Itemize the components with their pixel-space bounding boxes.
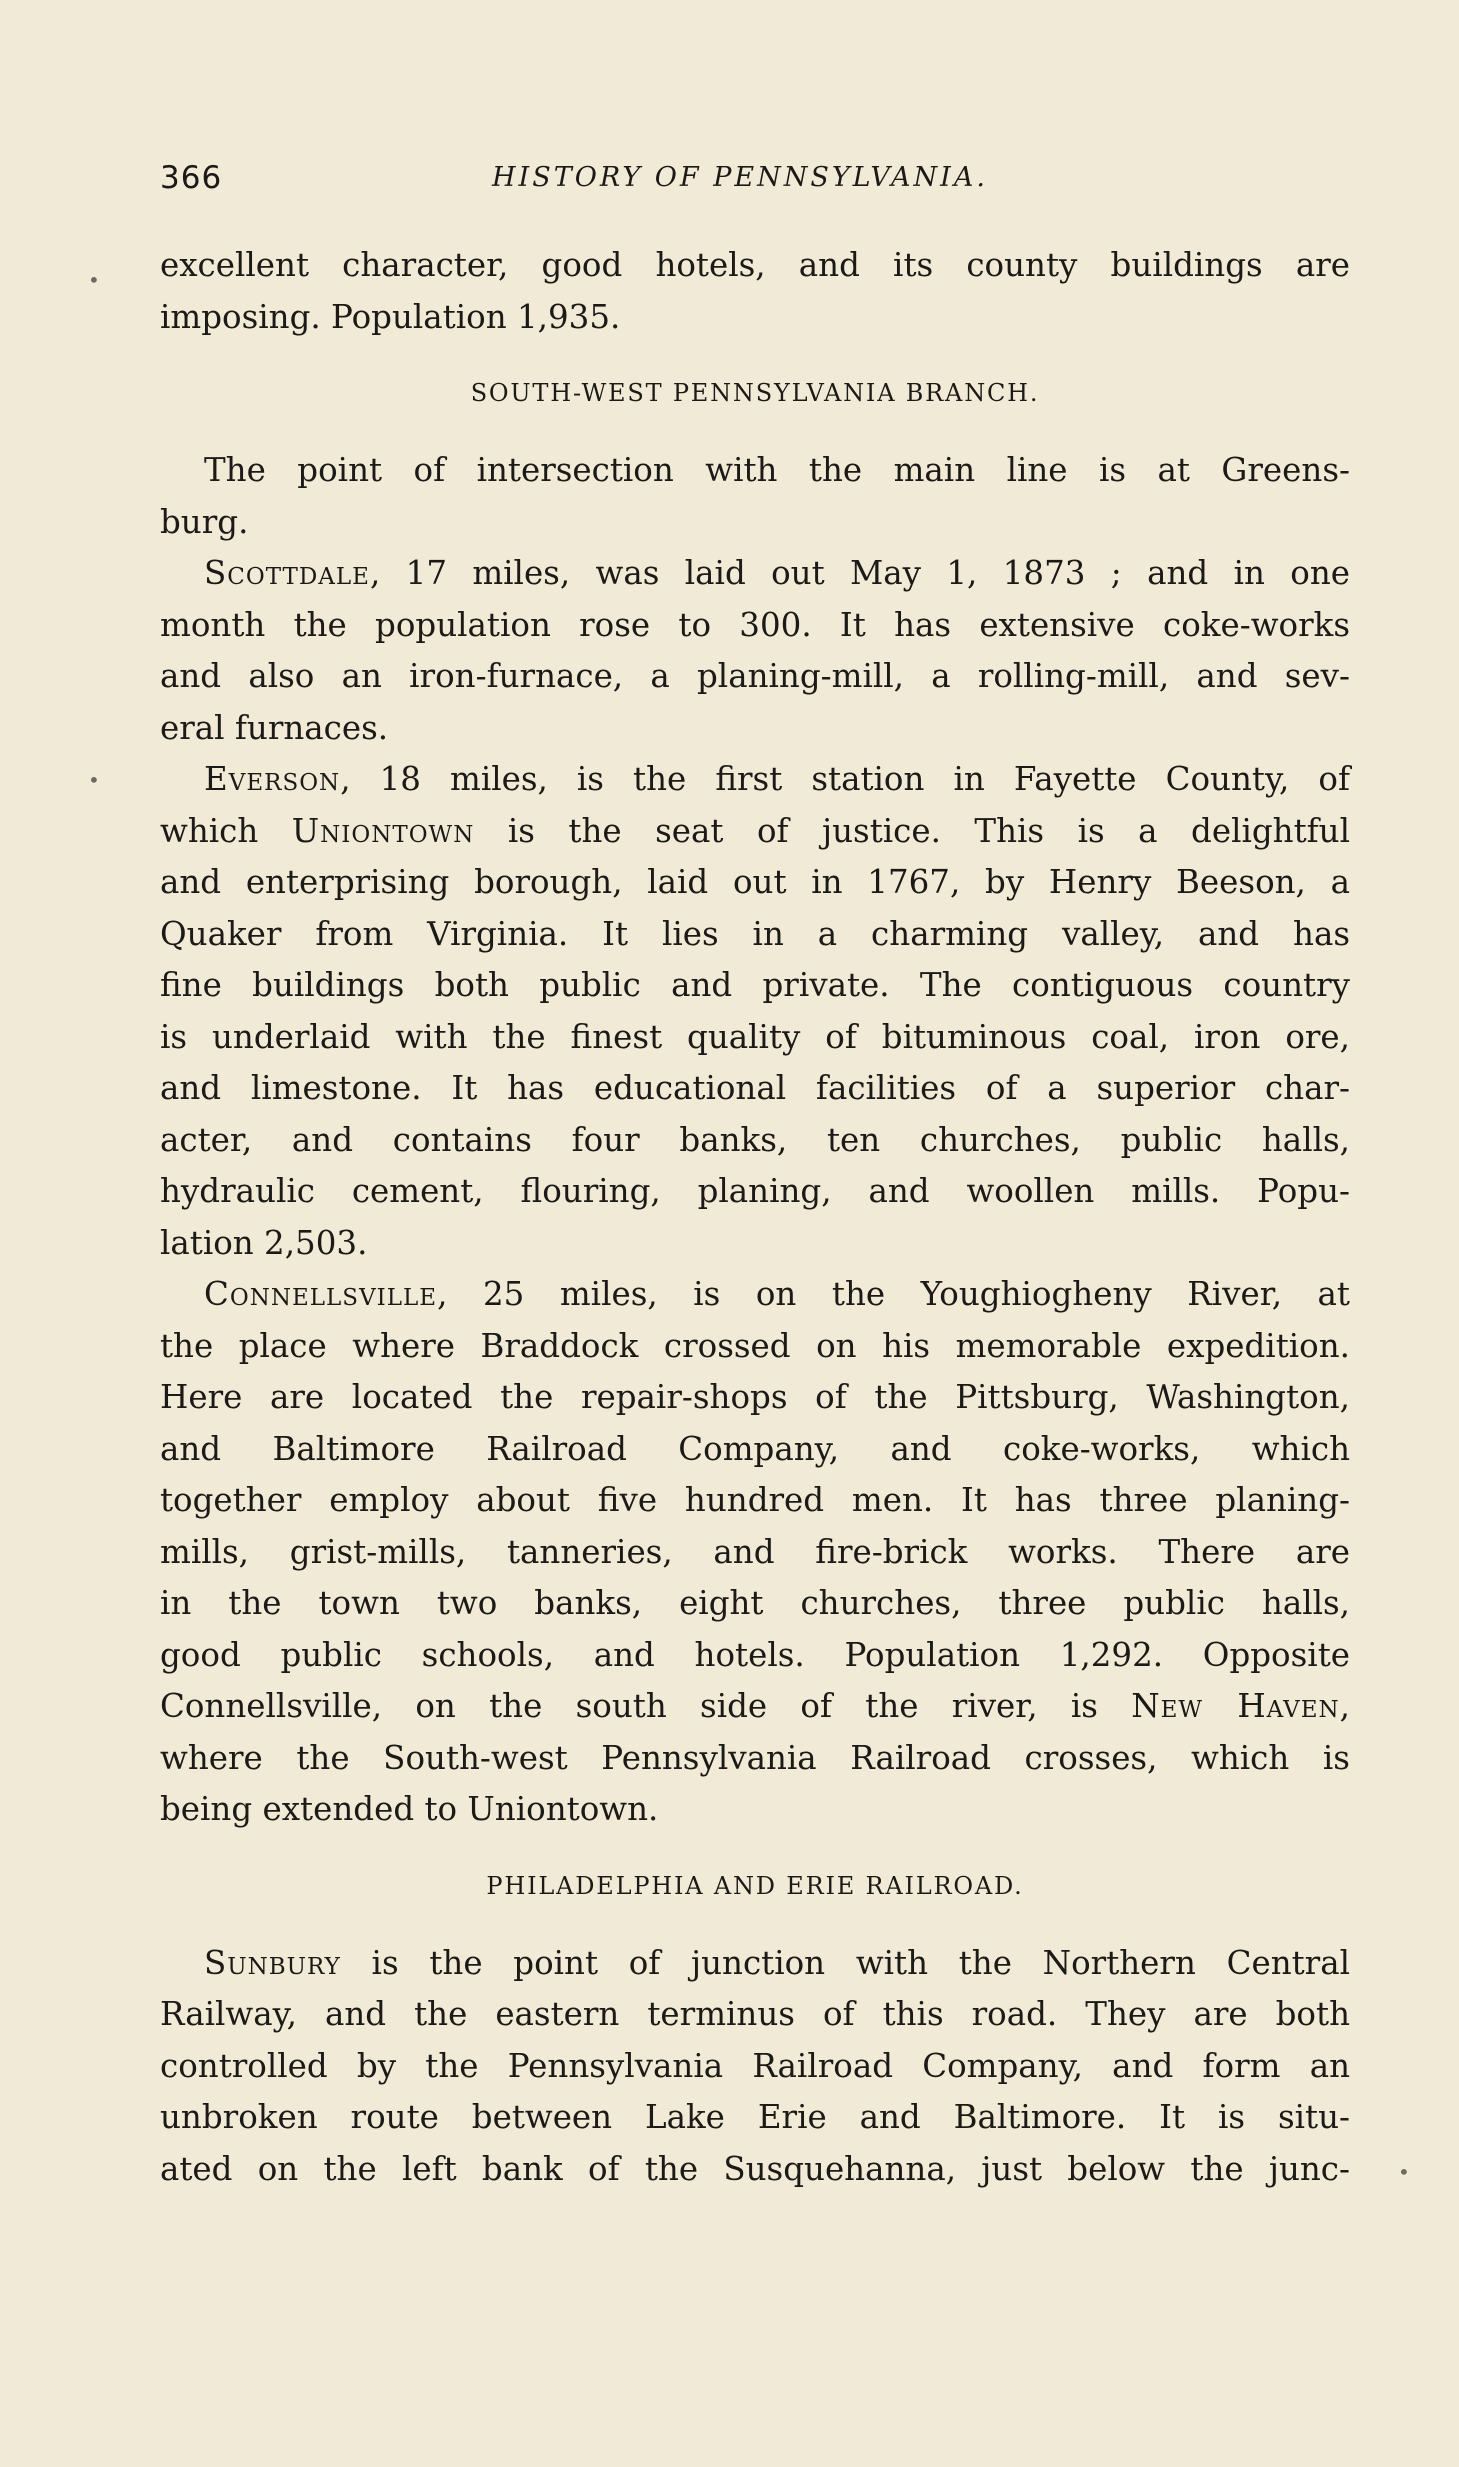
page-number: 366 <box>160 160 223 196</box>
text-line: unbroken route between Lake Erie and Baltimore. It is situ- <box>160 2098 1350 2136</box>
text-line: eral furnaces. <box>160 708 389 747</box>
text-line: and also an iron-furnace, a planing-mill, a rolling-mill, and sev- <box>160 657 1350 695</box>
page-header <box>160 160 1350 220</box>
text-run: , 25 miles, is on the Youghiogheny River, at <box>437 1275 1350 1313</box>
text-line: burg. <box>160 502 249 541</box>
place-name: Sunbury <box>204 1943 341 1982</box>
text-line: and enterprising borough, laid out in 1767, by Henry Beeson, a <box>160 863 1350 901</box>
text-run: , <box>1339 1687 1350 1725</box>
text-line: month the population rose to 300. It has extensive coke-works <box>160 605 1350 644</box>
text-line: mills, grist-mills, tanneries, and fire-brick works. There are <box>160 1532 1350 1571</box>
paragraph-everson <box>160 754 1350 806</box>
text-line: Railway, and the eastern terminus of this road. They are both <box>160 1995 1350 2033</box>
text-line: ated on the left bank of the Susquehanna, just below the junc- <box>160 2149 1350 2188</box>
place-name: New Haven <box>1131 1687 1340 1725</box>
text-line <box>160 806 1350 858</box>
paragraph-scottdale <box>160 548 1350 600</box>
text-line: The point of intersection with the main line is at Greens- <box>204 451 1350 489</box>
text-line: fine buildings both public and private. The contiguous country <box>160 966 1350 1004</box>
text-line: imposing. Population 1,935. <box>160 297 621 336</box>
paragraph-connellsville <box>160 1269 1350 1321</box>
place-name: Connellsville <box>204 1275 438 1313</box>
running-title: HISTORY OF PENNSYLVANIA. <box>492 162 988 193</box>
text-line: good public schools, and hotels. Population 1,292. Opposite <box>160 1635 1350 1674</box>
text-line: acter, and contains four banks, ten churches, public halls, <box>160 1120 1350 1159</box>
margin-dot: • <box>88 768 100 792</box>
text-line: Quaker from Virginia. It lies in a charming valley, and has <box>160 914 1350 953</box>
text-run: is the point of junction with the Northern Central <box>340 1943 1350 1982</box>
text-line: the place where Braddock crossed on his memorable expedition. <box>160 1326 1350 1365</box>
text-run: Connellsville, on the south side of the river, is <box>160 1687 1132 1725</box>
text-line: together employ about five hundred men. It has three planing- <box>160 1481 1350 1519</box>
section-heading: SOUTH-WEST PENNSYLVANIA BRANCH. <box>470 379 1040 407</box>
text-line: excellent character, good hotels, and its county buildings are <box>160 246 1350 284</box>
text-line: lation 2,503. <box>160 1223 368 1262</box>
text-line: and Baltimore Railroad Company, and coke-works, which <box>160 1429 1350 1468</box>
section-heading: PHILADELPHIA AND ERIE RAILROAD. <box>486 1871 1024 1900</box>
text-line: is underlaid with the finest quality of bituminous coal, iron ore, <box>160 1017 1350 1056</box>
text-line: hydraulic cement, flouring, planing, and woollen mills. Popu- <box>160 1172 1350 1210</box>
text-line: being extended to Uniontown. <box>160 1790 659 1828</box>
place-name: Everson <box>204 760 341 798</box>
paragraph-sunbury <box>160 1938 1350 1990</box>
text-line <box>160 1681 1350 1733</box>
text-line: controlled by the Pennsylvania Railroad Company, and form an <box>160 2046 1350 2085</box>
body-text <box>160 240 1350 2195</box>
place-name: Uniontown <box>291 811 475 850</box>
text-run: is the seat of justice. This is a delightful <box>474 811 1351 850</box>
margin-dot: • <box>1398 2160 1410 2184</box>
text-run: which <box>160 811 292 850</box>
text-line: and limestone. It has educational facilities of a superior char- <box>160 1069 1350 1107</box>
text-run: , 17 miles, was laid out May 1, 1873 ; and in one <box>369 554 1350 592</box>
text-line: Here are located the repair-shops of the Pittsburg, Washington, <box>160 1378 1350 1416</box>
text-run: , 18 miles, is the first station in Fayette County, of <box>340 760 1350 798</box>
margin-dot: • <box>88 268 100 292</box>
text-line: where the South-west Pennsylvania Railroad crosses, which is <box>160 1738 1350 1777</box>
text-line: in the town two banks, eight churches, three public halls, <box>160 1584 1350 1622</box>
place-name: Scottdale <box>204 554 370 592</box>
